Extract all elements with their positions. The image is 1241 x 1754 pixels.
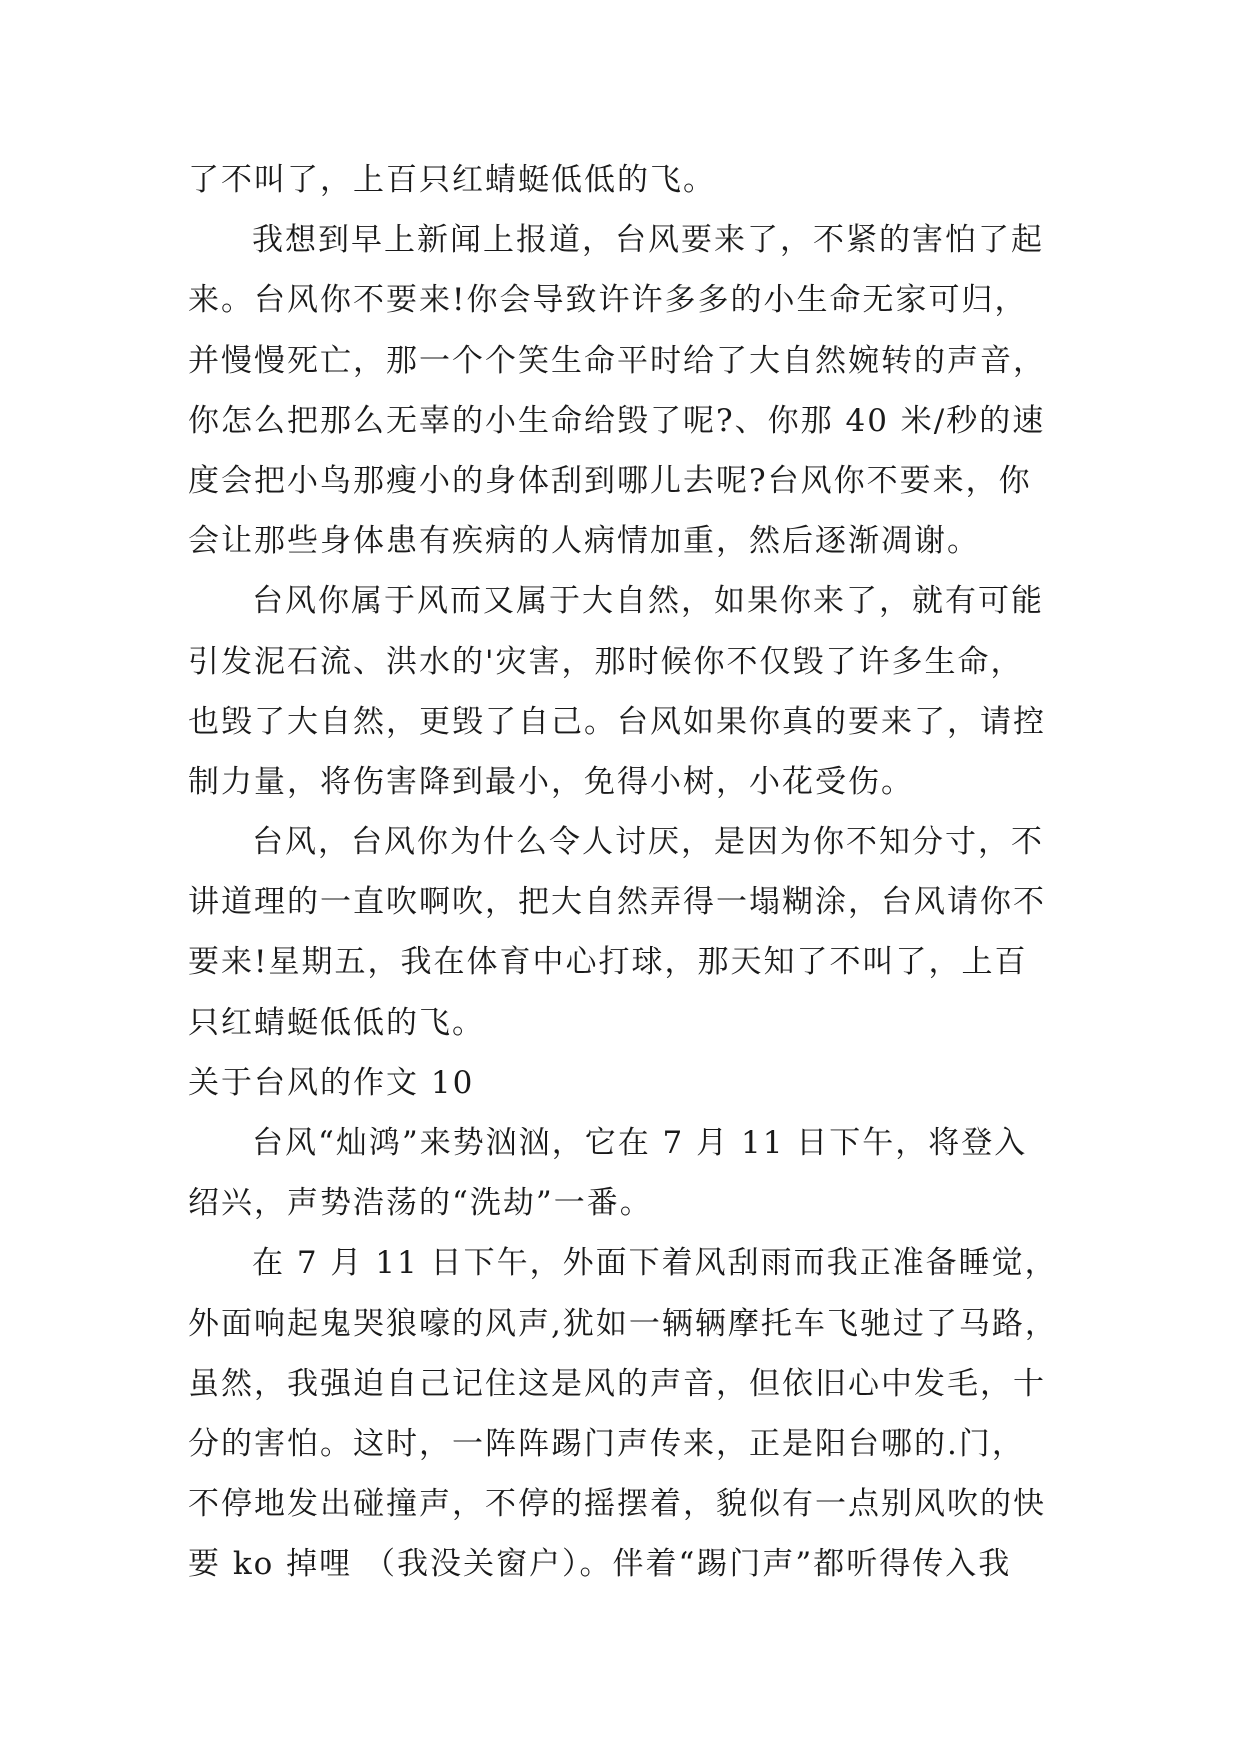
text-line: 外面响起鬼哭狼嚎的风声,犹如一辆辆摩托车飞驰过了马路， [188,1305,1058,1342]
text-line: 只红蜻蜓低低的飞。 [188,1004,485,1041]
text-line: 不停地发出碰撞声，不停的摇摆着，貌似有一点别风吹的快 [188,1486,1046,1523]
text-line: 度会把小鸟那瘦小的身体刮到哪儿去呢?台风你不要来，你 [188,462,1032,499]
text-line: 讲道理的一直吹啊吹，把大自然弄得一塌糊涂，台风请你不 [188,884,1046,921]
paragraph-first-line: 台风，台风你为什么令人讨厌，是因为你不知分寸，不 [252,824,1044,861]
text-line: 要 ko 掉哩 （我没关窗户）。伴着“踢门声”都听得传入我 [188,1546,1012,1583]
text-line: 分的害怕。这时，一阵阵踢门声传来，正是阳台哪的.门， [188,1425,1025,1462]
text-line: 绍兴，声势浩荡的“洗劫”一番。 [188,1185,653,1222]
text-line: 引发泥石流、洪水的'灾害，那时候你不仅毁了许多生命， [188,643,1024,680]
document-page [188,150,1058,1650]
text-line: 虽然，我强迫自己记住这是风的声音，但依旧心中发毛，十 [188,1365,1046,1402]
paragraph-first-line: 我想到早上新闻上报道，台风要来了，不紧的害怕了起 [252,222,1044,259]
text-line: 也毁了大自然，更毁了自己。台风如果你真的要来了，请控 [188,703,1046,740]
text-line: 关于台风的作文 10 [188,1064,475,1101]
text-line: 并慢慢死亡，那一个个笑生命平时给了大自然婉转的声音， [188,342,1046,379]
text-line: 制力量，将伤害降到最小，免得小树，小花受伤。 [188,763,914,800]
paragraph-first-line: 台风你属于风而又属于大自然，如果你来了，就有可能 [252,583,1044,620]
text-line: 来。台风你不要来!你会导致许许多多的小生命无家可归， [188,282,1028,319]
text-line: 会让那些身体患有疾病的人病情加重，然后逐渐凋谢。 [188,523,980,560]
text-line: 你怎么把那么无辜的小生命给毁了呢?、你那 40 米/秒的速 [188,402,1046,439]
text-line: 要来!星期五，我在体育中心打球，那天知了不叫了，上百 [188,944,1028,981]
text-line: 了不叫了，上百只红蜻蜓低低的飞。 [188,162,716,198]
paragraph-first-line: 在 7 月 11 日下午，外面下着风刮雨而我正准备睡觉， [252,1245,1058,1282]
paragraph-first-line: 台风“灿鸿”来势汹汹，它在 7 月 11 日下午，将登入 [252,1125,1028,1161]
